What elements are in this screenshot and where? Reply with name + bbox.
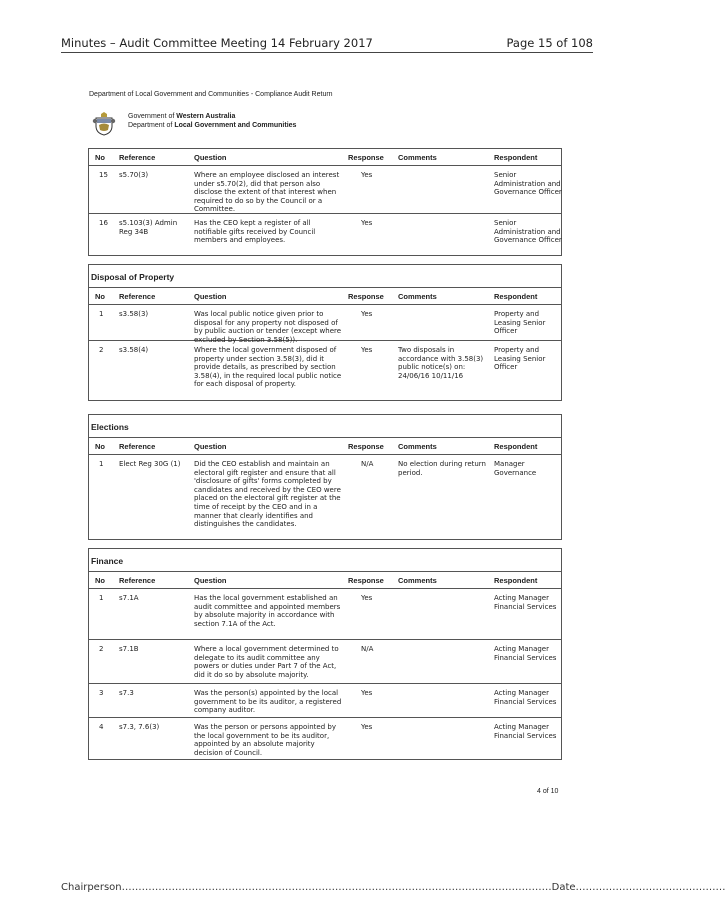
column-header-no: No [95, 292, 105, 301]
table-header-row [89, 288, 561, 305]
cell-ref: s3.58(4) [119, 346, 149, 354]
cell-no: 1 [99, 310, 104, 318]
cell-no: 3 [99, 689, 104, 697]
table-row [89, 341, 561, 400]
cell-question: Was the person or persons appointed by the local government to be its auditor, appointed by an absolute majority decision of Council. [194, 723, 336, 757]
signature-footer: Chairperson…………………………………………………………………………………………………………………Date……………………………………… [61, 882, 726, 893]
cell-question: Where a local government determined to delegate to its audit committee any powers or duties under Part 7 of the Act, did it do so by absolute majority. [194, 645, 339, 679]
cell-no: 1 [99, 594, 104, 602]
column-header-respondent: Respondent [494, 576, 538, 585]
cell-ref: Elect Reg 30G (1) [119, 460, 181, 468]
table-header-row [89, 438, 561, 455]
cell-response: Yes [361, 689, 373, 697]
page-header [61, 36, 593, 53]
header-page-number: Page 15 of 108 [506, 36, 593, 50]
column-header-response: Response [348, 292, 384, 301]
column-header-question: Question [194, 442, 227, 451]
cell-respondent: Acting Manager Financial Services [494, 689, 557, 706]
cell-respondent: Acting Manager Financial Services [494, 594, 557, 611]
wa-crest-icon [92, 112, 116, 136]
column-header-comments: Comments [398, 576, 437, 585]
cell-question: Was local public notice given prior to disposal for any property not disposed of by public auction or tender (except where excluded by Section 3.58(5)). [194, 310, 342, 344]
table-row [89, 305, 561, 344]
header-title: Minutes – Audit Committee Meeting 14 February 2017 [61, 36, 373, 50]
cell-respondent: Manager Governance [494, 460, 537, 477]
cell-response: Yes [361, 594, 373, 602]
cell-no: 15 [99, 171, 108, 179]
table-section-continued [88, 148, 562, 256]
table-header-row [89, 572, 561, 589]
cell-question: Was the person(s) appointed by the local government to be its auditor, a registered company auditor. [194, 689, 342, 715]
section-title: Disposal of Property [89, 265, 561, 288]
table-row [89, 214, 561, 255]
column-header-response: Response [348, 576, 384, 585]
cell-question: Has the CEO kept a register of all notifiable gifts received by Council members and employees. [194, 219, 316, 245]
cell-respondent: Property and Leasing Senior Officer [494, 310, 546, 336]
cell-response: N/A [361, 460, 374, 468]
cell-ref: s7.3, 7.6(3) [119, 723, 160, 731]
cell-response: Yes [361, 310, 373, 318]
table-row [89, 684, 561, 718]
cell-ref: s7.1B [119, 645, 139, 653]
cell-comments: Two disposals in accordance with 3.58(3) public notice(s) on: 24/06/16 10/11/16 [398, 346, 484, 380]
cell-respondent: Senior Administration and Governance Officer [494, 219, 562, 245]
government-line: Government of Western Australia [128, 113, 236, 120]
cell-ref: s5.70(3) [119, 171, 149, 179]
cell-response: Yes [361, 346, 373, 354]
cell-no: 16 [99, 219, 108, 227]
column-header-ref: Reference [119, 442, 156, 451]
column-header-respondent: Respondent [494, 292, 538, 301]
column-header-comments: Comments [398, 292, 437, 301]
cell-response: Yes [361, 723, 373, 731]
cell-response: Yes [361, 219, 373, 227]
cell-response: Yes [361, 171, 373, 179]
cell-ref: s7.3 [119, 689, 134, 697]
column-header-no: No [95, 576, 105, 585]
table-row [89, 640, 561, 684]
cell-question: Where an employee disclosed an interest under s5.70(2), did that person also disclose the extent of that interest when required to do so by the Council or a Committee. [194, 171, 340, 214]
cell-ref: s7.1A [119, 594, 139, 602]
table-row [89, 455, 561, 539]
column-header-respondent: Respondent [494, 153, 538, 162]
cell-ref: s3.58(3) [119, 310, 149, 318]
cell-question: Where the local government disposed of property under section 3.58(3), did it provide details, as prescribed by section 3.58(4), in the required local public notice for each disposal of property. [194, 346, 342, 389]
table-row [89, 589, 561, 640]
column-header-question: Question [194, 576, 227, 585]
table-disposal-of-property [88, 264, 562, 401]
column-header-comments: Comments [398, 153, 437, 162]
column-header-respondent: Respondent [494, 442, 538, 451]
cell-no: 2 [99, 645, 104, 653]
cell-no: 1 [99, 460, 104, 468]
table-elections [88, 414, 562, 540]
cell-respondent: Acting Manager Financial Services [494, 645, 557, 662]
page-number: 4 of 10 [537, 788, 559, 795]
column-header-ref: Reference [119, 153, 156, 162]
table-row [89, 718, 561, 759]
column-header-no: No [95, 153, 105, 162]
column-header-response: Response [348, 153, 384, 162]
table-finance [88, 548, 562, 760]
section-title: Finance [89, 549, 561, 572]
department-line: Department of Local Government and Communities [128, 122, 297, 129]
cell-respondent: Senior Administration and Governance Officer [494, 171, 562, 197]
column-header-ref: Reference [119, 292, 156, 301]
cell-respondent: Property and Leasing Senior Officer [494, 346, 546, 372]
cell-comments: No election during return period. [398, 460, 486, 477]
column-header-question: Question [194, 292, 227, 301]
cell-respondent: Acting Manager Financial Services [494, 723, 557, 740]
cell-question: Has the local government established an audit committee and appointed members by absolute majority in accordance with section 7.1A of the Act. [194, 594, 341, 628]
column-header-question: Question [194, 153, 227, 162]
cell-question: Did the CEO establish and maintain an electoral gift register and ensure that all 'disclosure of gifts' forms completed by candidates and received by the CEO were placed on the electoral gift register at the time of receipt by the CEO and in a manner that clearly identifies and distinguishes the candidates. [194, 460, 341, 529]
table-header-row [89, 149, 561, 166]
column-header-comments: Comments [398, 442, 437, 451]
column-header-ref: Reference [119, 576, 156, 585]
cell-ref: s5.103(3) Admin Reg 34B [119, 219, 178, 236]
section-title: Elections [89, 415, 561, 438]
column-header-no: No [95, 442, 105, 451]
cell-no: 4 [99, 723, 104, 731]
column-header-response: Response [348, 442, 384, 451]
table-row [89, 166, 561, 214]
document-title: Department of Local Government and Communities - Compliance Audit Return [89, 91, 333, 98]
cell-no: 2 [99, 346, 104, 354]
cell-response: N/A [361, 645, 374, 653]
